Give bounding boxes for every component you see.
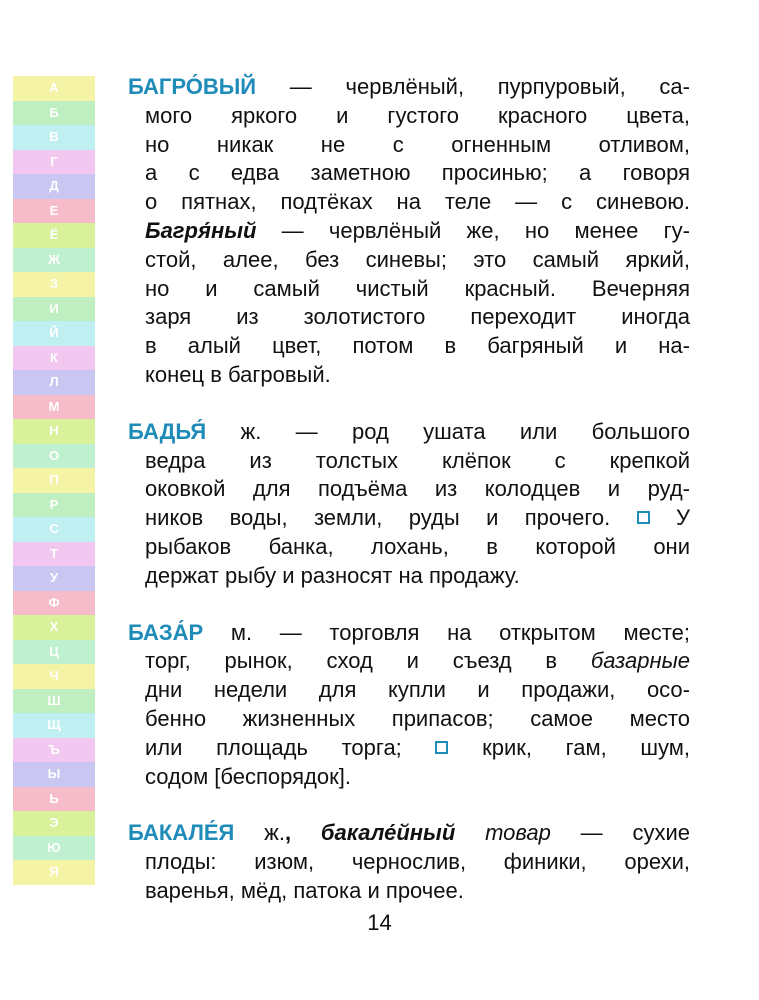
entry-bagrovy bbox=[128, 73, 690, 390]
alphabet-tab[interactable]: П bbox=[13, 468, 95, 493]
entry-line: держат рыбу и разносят на продажу. bbox=[145, 562, 520, 588]
dictionary-page bbox=[128, 73, 690, 934]
italic-example: товар bbox=[485, 820, 551, 846]
entry-line: БАДЬЯ́ ж. — род ушата или большого bbox=[128, 418, 690, 444]
entry-line: или площадь торга; крик, гам, шум, bbox=[145, 734, 690, 760]
entry-line: но и самый чистый красный. Вечерняя bbox=[145, 275, 690, 301]
entry-line: о пятнах, подтёках на теле — с синевою. bbox=[145, 189, 690, 215]
sub-term: бакале́йный bbox=[320, 820, 456, 846]
alphabet-tab[interactable]: Ж bbox=[13, 248, 95, 273]
alphabet-tab[interactable]: М bbox=[13, 395, 95, 420]
alphabet-tab[interactable]: Е bbox=[13, 199, 95, 224]
entry-line: мого яркого и густого красного цвета, bbox=[145, 102, 690, 128]
alphabet-tab[interactable]: Б bbox=[13, 101, 95, 126]
alphabet-tab[interactable]: Ы bbox=[13, 762, 95, 787]
alphabet-tab[interactable]: Ш bbox=[13, 689, 95, 714]
alphabet-tab[interactable]: И bbox=[13, 297, 95, 322]
entry-line: а с едва заметною просинью; а говоря bbox=[145, 160, 690, 186]
entry-line: варенья, мёд, патока и прочее. bbox=[145, 877, 464, 903]
alphabet-tab[interactable]: Н bbox=[13, 419, 95, 444]
headword: БАГРО́ВЫЙ bbox=[128, 74, 257, 99]
entry-line: заря из золотистого переходит иногда bbox=[145, 304, 690, 330]
alphabet-tab[interactable]: Х bbox=[13, 615, 95, 640]
entry-line: БАЗА́Р м. — торговля на открытом месте; bbox=[128, 619, 690, 645]
alphabet-tab[interactable]: Ъ bbox=[13, 738, 95, 763]
entry-line: БАКАЛЕ́Я ж., бакале́йный товар — сухие bbox=[128, 820, 690, 846]
entry-line: бенно жизненных припасов; самое место bbox=[145, 705, 690, 731]
alphabet-tab[interactable]: Т bbox=[13, 542, 95, 567]
alphabet-tab[interactable]: Ф bbox=[13, 591, 95, 616]
entry-line: в алый цвет, потом в багряный и на- bbox=[145, 333, 690, 359]
entry-line: торг, рынок, сход и съезд в базарные bbox=[145, 648, 690, 674]
entry-bazar bbox=[128, 619, 690, 792]
alphabet-tab[interactable]: Ь bbox=[13, 787, 95, 812]
entry-line: рыбаков банка, лохань, в которой они bbox=[145, 533, 690, 559]
alphabet-tab[interactable]: Ё bbox=[13, 223, 95, 248]
alphabet-tab[interactable]: К bbox=[13, 346, 95, 371]
alphabet-tab[interactable]: Ц bbox=[13, 640, 95, 665]
alphabet-tab[interactable]: С bbox=[13, 517, 95, 542]
alphabet-tab[interactable]: Ч bbox=[13, 664, 95, 689]
entry-line: Багря́ный — червлёный же, но менее гу- bbox=[145, 217, 690, 243]
alphabet-tab[interactable]: Щ bbox=[13, 713, 95, 738]
entry-line: дни недели для купли и продажи, осо- bbox=[145, 677, 690, 703]
alphabet-tab[interactable]: У bbox=[13, 566, 95, 591]
entry-badya bbox=[128, 418, 690, 591]
entry-line: плоды: изюм, чернослив, финики, орехи, bbox=[145, 849, 690, 875]
entry-line: содом [беспорядок]. bbox=[145, 763, 351, 789]
alphabet-tab[interactable]: А bbox=[13, 76, 95, 101]
sub-term: Багря́ный bbox=[145, 217, 257, 243]
entry-line: стой, алее, без синевы; это самый яркий, bbox=[145, 246, 690, 272]
headword: БАЗА́Р bbox=[128, 619, 204, 645]
alphabet-index bbox=[13, 76, 95, 885]
alphabet-tab[interactable]: О bbox=[13, 444, 95, 469]
alphabet-tab[interactable]: Д bbox=[13, 174, 95, 199]
alphabet-tab[interactable]: Г bbox=[13, 150, 95, 175]
headword: БАКАЛЕ́Я bbox=[128, 820, 235, 846]
alphabet-tab[interactable]: В bbox=[13, 125, 95, 150]
alphabet-tab[interactable]: Р bbox=[13, 493, 95, 518]
italic-example: базарные bbox=[590, 648, 690, 674]
alphabet-tab[interactable]: Й bbox=[13, 321, 95, 346]
alphabet-tab[interactable]: З bbox=[13, 272, 95, 297]
alphabet-tab[interactable]: Э bbox=[13, 811, 95, 836]
alphabet-tab[interactable]: Л bbox=[13, 370, 95, 395]
sense-square-icon bbox=[435, 741, 448, 754]
entry-line: оковкой для подъёма из колодцев и руд- bbox=[145, 476, 690, 502]
alphabet-tab[interactable]: Ю bbox=[13, 836, 95, 861]
headword: БАДЬЯ́ bbox=[128, 418, 207, 444]
alphabet-tab[interactable]: Я bbox=[13, 860, 95, 885]
entry-line: ведра из толстых клёпок с крепкой bbox=[145, 447, 690, 473]
entry-line: но никак не с огненным отливом, bbox=[145, 131, 690, 157]
entry-line: ников воды, земли, руды и прочего. У bbox=[145, 505, 691, 531]
entry-line: конец в багровый. bbox=[145, 361, 331, 387]
page-number: 14 bbox=[367, 910, 392, 935]
entry-line: БАГРО́ВЫЙ — червлёный, пурпуровый, са- bbox=[128, 74, 690, 99]
sense-square-icon bbox=[637, 511, 650, 524]
entry-bakaleya bbox=[128, 819, 690, 905]
